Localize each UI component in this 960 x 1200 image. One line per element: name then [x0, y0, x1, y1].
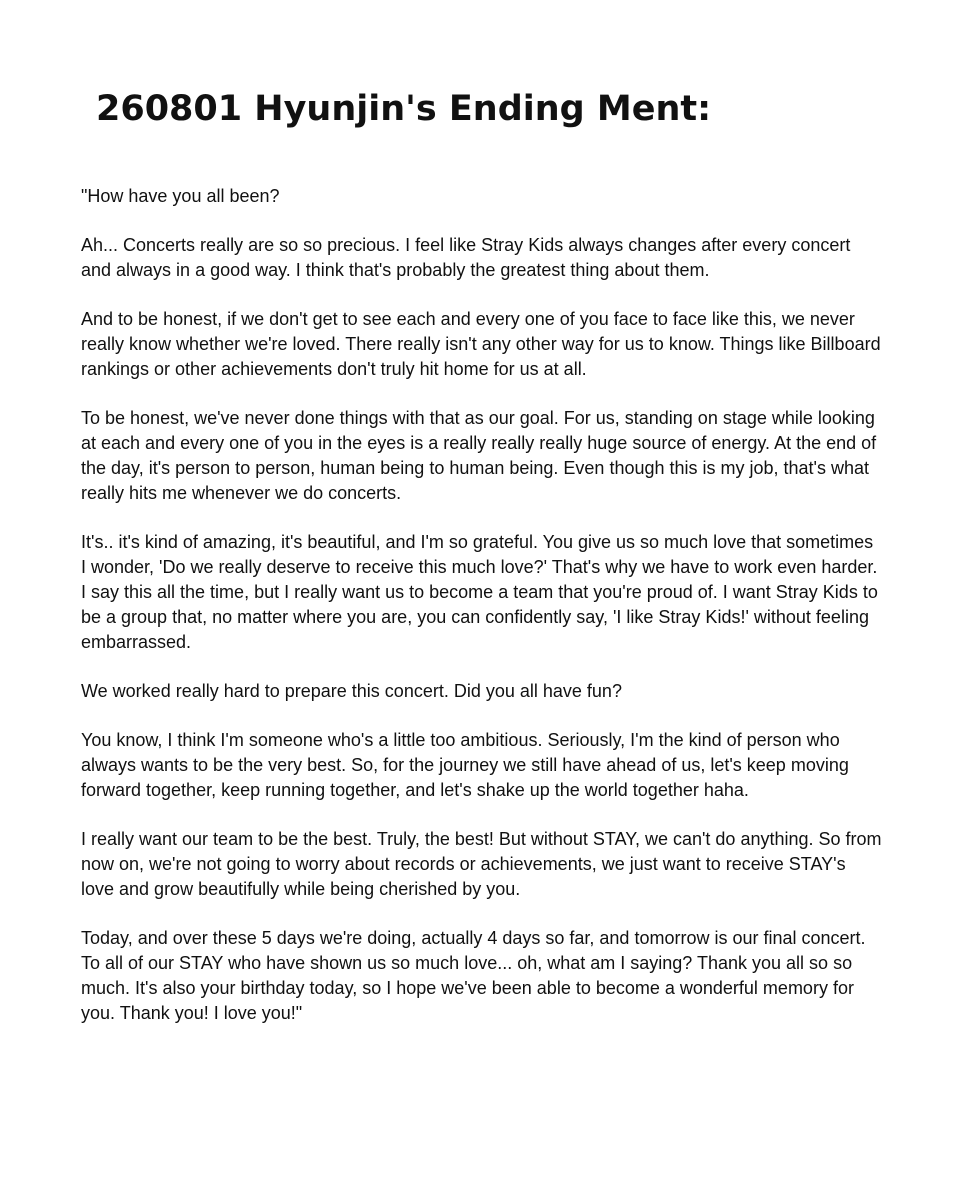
- document-body: [81, 184, 883, 1026]
- document-title: 260801 Hyunjin's Ending Ment:: [96, 89, 712, 129]
- paragraph: It's.. it's kind of amazing, it's beautiful, and I'm so grateful. You give us so much love that sometimes I wonder, 'Do we really deserve to receive this much love?' That's why we have to work even harder. I say this all the time, but I really want us to become a team that you're proud of. I want Stray Kids to be a group that, no matter where you are, you can confidently say, 'I like Stray Kids!' without feeling embarrassed.: [81, 532, 878, 652]
- paragraph: I really want our team to be the best. Truly, the best! But without STAY, we can't do anything. So from now on, we're not going to worry about records or achievements, we just want to receive STAY's love and grow beautifully while being cherished by you.: [81, 829, 882, 899]
- paragraph: We worked really hard to prepare this concert. Did you all have fun?: [81, 681, 622, 701]
- paragraph: "How have you all been?: [81, 186, 280, 206]
- paragraph: You know, I think I'm someone who's a little too ambitious. Seriously, I'm the kind of person who always wants to be the very best. So, for the journey we still have ahead of us, let's keep moving forward together, keep running together, and let's shake up the world together haha.: [81, 730, 849, 800]
- paragraph: Today, and over these 5 days we're doing, actually 4 days so far, and tomorrow is our final concert. To all of our STAY who have shown us so much love... oh, what am I saying? Thank you all so so much. It's also your birthday today, so I hope we've been able to become a wonderful memory for you. Thank you! I love you!": [81, 928, 866, 1023]
- paragraph: To be honest, we've never done things with that as our goal. For us, standing on stage while looking at each and every one of you in the eyes is a really really really huge source of energy. At the end of the day, it's person to person, human being to human being. Even though this is my job, that's what really hits me whenever we do concerts.: [81, 408, 877, 503]
- paragraph: Ah... Concerts really are so so precious. I feel like Stray Kids always changes after every concert and always in a good way. I think that's probably the greatest thing about them.: [81, 235, 851, 280]
- paragraph: And to be honest, if we don't get to see each and every one of you face to face like this, we never really know whether we're loved. There really isn't any other way for us to know. Things like Billboard rankings or other achievements don't truly hit home for us at all.: [81, 309, 881, 379]
